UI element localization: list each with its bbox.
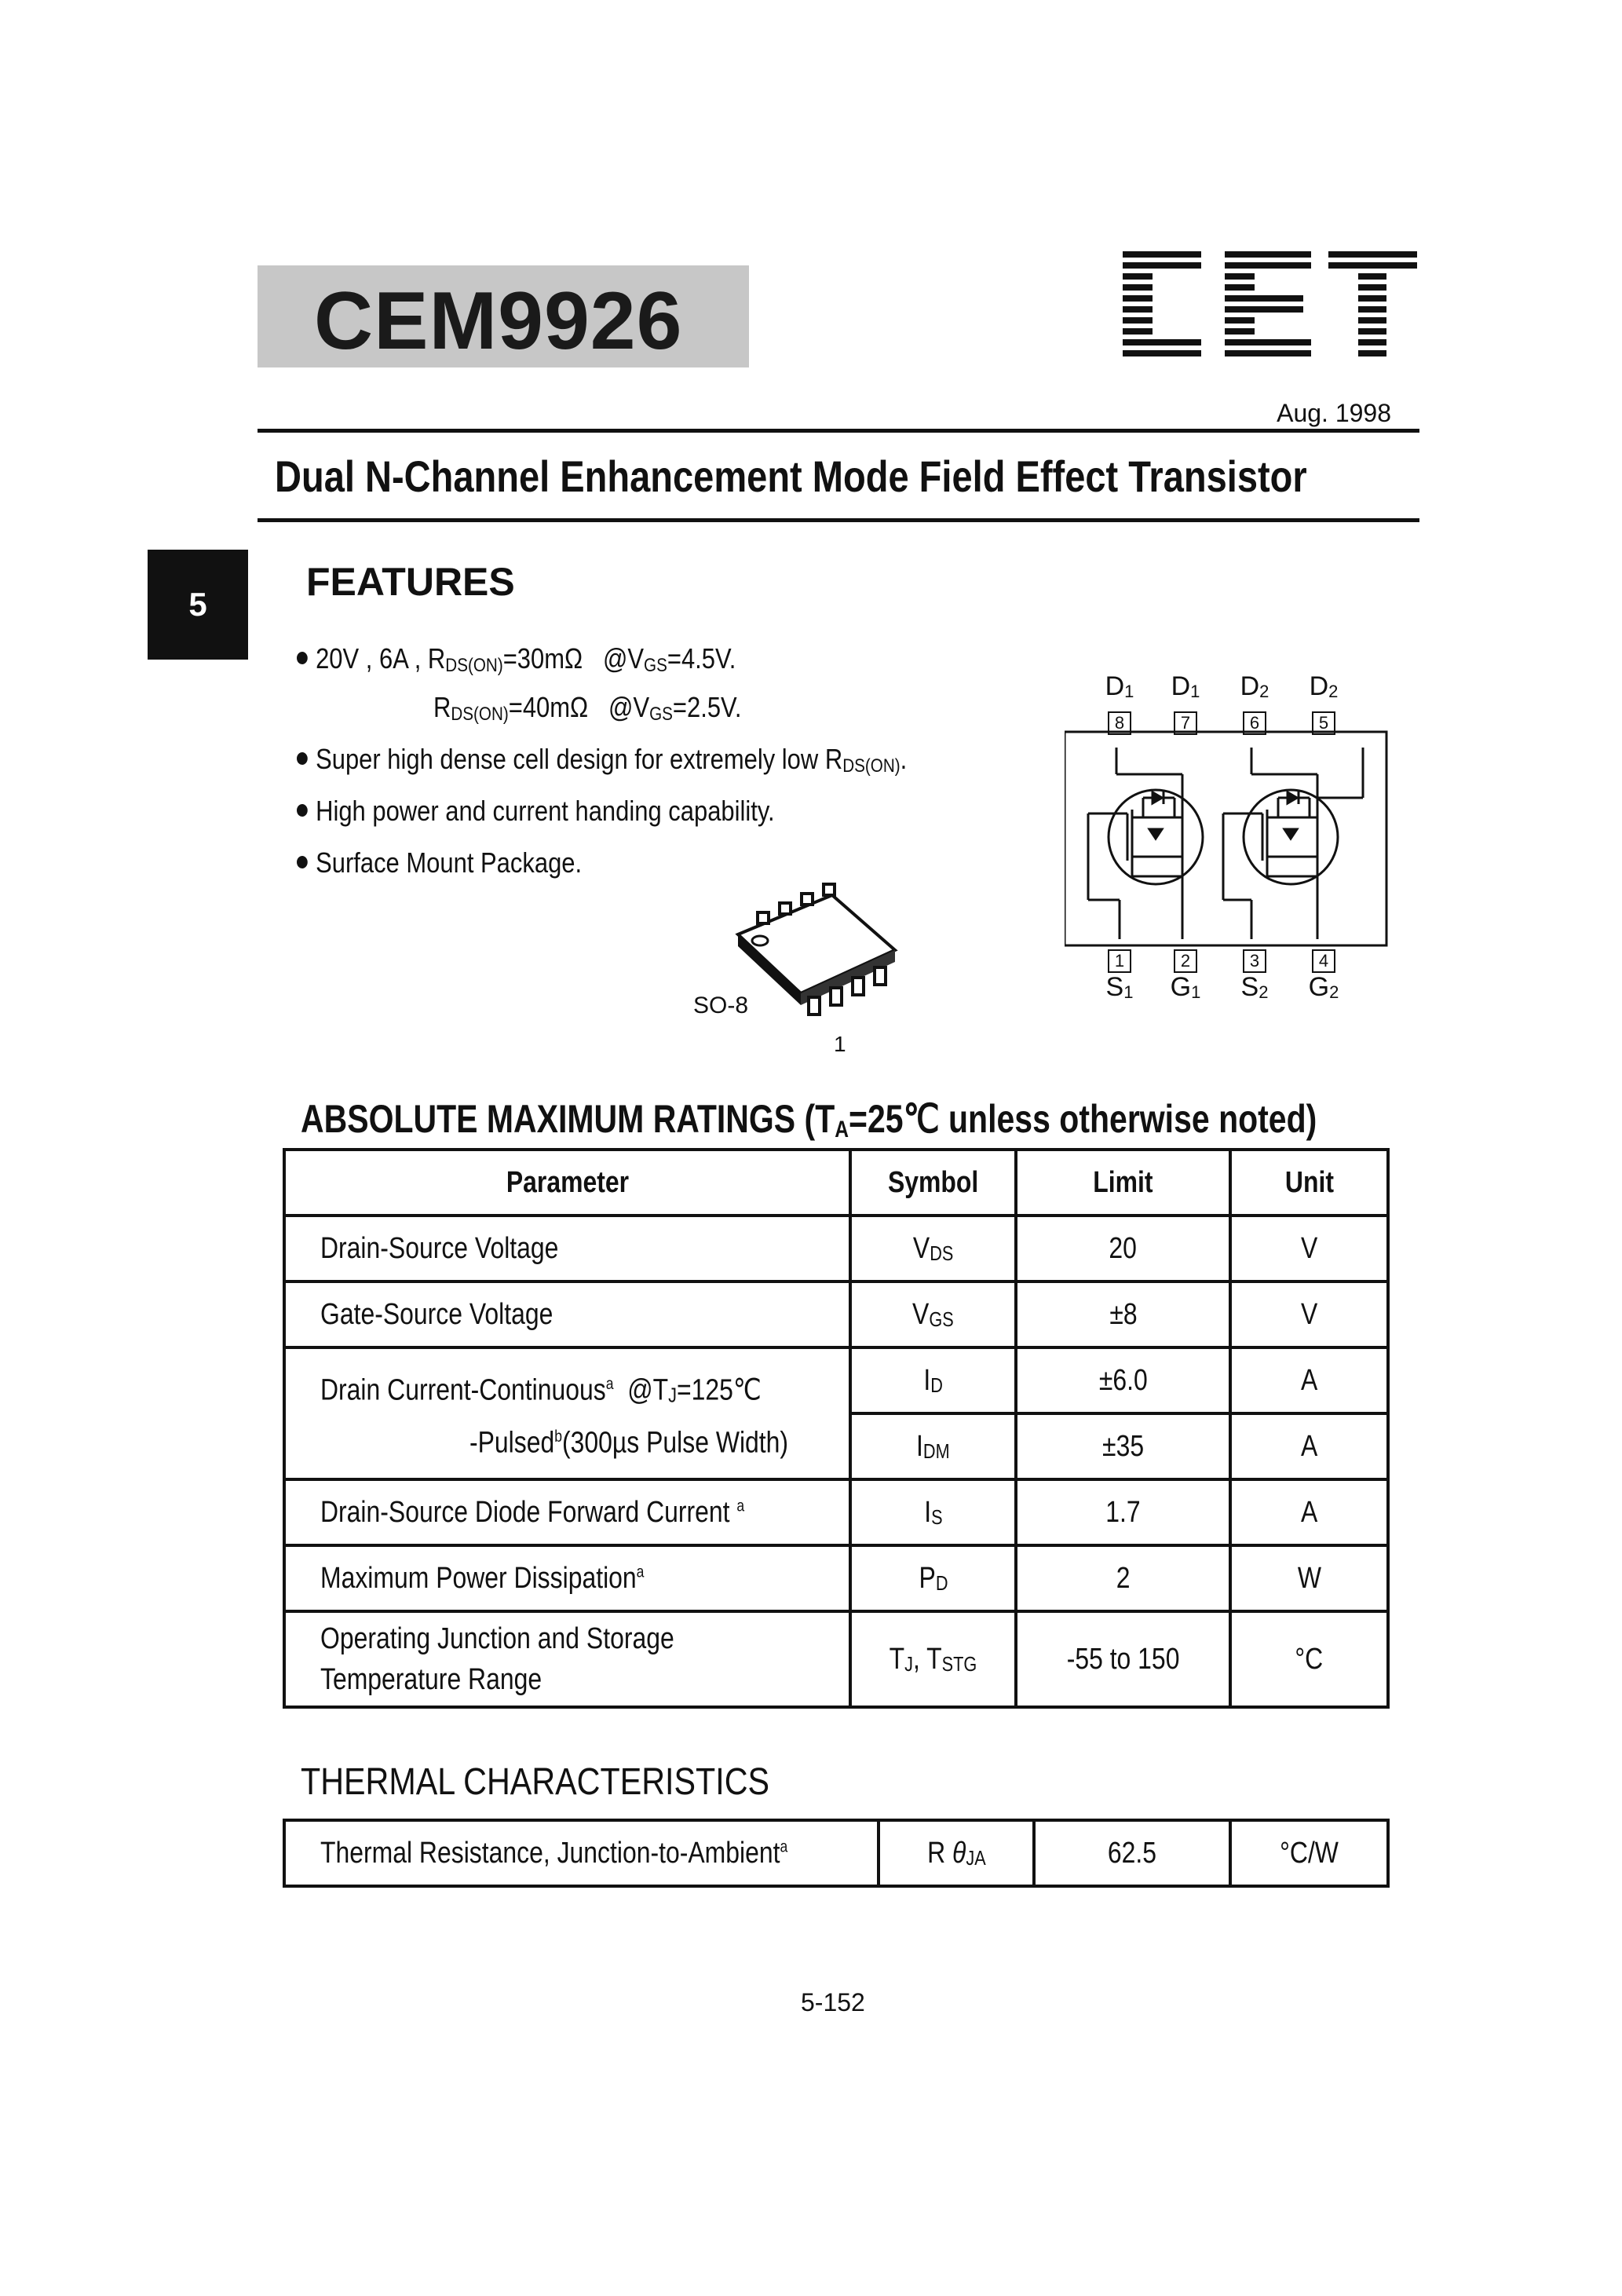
header-limit: Limit [1016, 1150, 1230, 1216]
features-heading: FEATURES [306, 560, 515, 604]
pin-label: $S_1$ [1105, 972, 1134, 1002]
bottom-pin [1162, 944, 1209, 1007]
thermal-heading: THERMAL CHARACTERISTICS [301, 1761, 770, 1803]
package-label: SO-8 [693, 993, 749, 1018]
pin-number: 8 [1108, 711, 1131, 735]
table-row: Drain Current-Continuous$^a$ $@T_J=125℃$ -Pulsed$^b$(300µs Pulse Width) $I_D$ ±6.0 A [284, 1347, 1388, 1413]
pin-label: $D_2$ [1240, 671, 1269, 701]
pin-number: 7 [1174, 711, 1197, 735]
pin-label: $D_1$ [1105, 671, 1134, 701]
feature-1-cont: $R_{DS(ON)}=40m\Omega$ $@V_{GS}=2.5V$. [433, 691, 742, 725]
pin-number: 5 [1312, 711, 1335, 735]
pin-label: $G_1$ [1170, 972, 1201, 1002]
feature-2: Super high dense cell design for extremely low $R_{DS(ON)}$. [297, 743, 907, 777]
top-pin [1300, 672, 1347, 735]
pin-label: $D_1$ [1171, 671, 1200, 701]
table-row: Operating Junction and Storage Temperature Range $T_J$, $T_{STG}$ -55 to 150 °C [284, 1611, 1388, 1707]
table-row: Gate-Source Voltage $V_{GS}$ ±8 V [284, 1281, 1388, 1347]
table-row: $I_{DM}$ ±35 A [284, 1413, 1388, 1479]
bullet-icon [297, 804, 308, 817]
table-row: Maximum Power Dissipation$^a$ $P_D$ 2 W [284, 1545, 1388, 1611]
thermal-table [283, 1819, 1390, 1888]
top-pin [1231, 672, 1278, 735]
table-header-row [284, 1150, 1388, 1216]
table-row: Drain-Source Diode Forward Current $^a$ $I_S$ 1.7 A [284, 1479, 1388, 1545]
date: Aug. 1998 [1277, 399, 1391, 427]
pin-number: 1 [1108, 949, 1131, 973]
header-parameter: Parameter [284, 1150, 850, 1216]
pin-number: 2 [1174, 949, 1197, 973]
bullet-icon [297, 752, 308, 765]
table-row: Drain-Source Voltage $V_{DS}$ 20 V [284, 1216, 1388, 1281]
pin-number: 6 [1243, 711, 1266, 735]
top-pin [1096, 672, 1143, 735]
package-pin1-label: 1 [834, 1032, 846, 1056]
bottom-pin [1096, 944, 1143, 1007]
bottom-pin [1231, 944, 1278, 1007]
pin-number: 4 [1312, 949, 1335, 973]
pin-label: $S_2$ [1240, 972, 1269, 1002]
header-symbol: Symbol [850, 1150, 1016, 1216]
header-unit: Unit [1230, 1150, 1388, 1216]
logo-text: CET [1115, 240, 1116, 241]
pin-label: $D_2$ [1309, 671, 1339, 701]
pin-label: $G_2$ [1308, 972, 1339, 1002]
top-rule [258, 429, 1419, 433]
ratings-heading: ABSOLUTE MAXIMUM RATINGS ($T_A=25℃$ unless otherwise noted) [301, 1097, 1317, 1143]
ratings-table [283, 1148, 1390, 1709]
section-tab: 5 [148, 550, 248, 660]
top-pin [1162, 672, 1209, 735]
subtitle: Dual N-Channel Enhancement Mode Field Effect Transistor [275, 452, 1307, 501]
table-row: Thermal Resistance, Junction-to-Ambient$^a$ R $\theta_{JA}$ 62.5 °C/W [284, 1820, 1388, 1886]
bullet-icon [297, 856, 308, 868]
subtitle-rule [258, 518, 1419, 522]
bottom-pin [1300, 944, 1347, 1007]
bullet-icon [297, 652, 308, 664]
page-number: 5-152 [801, 1988, 865, 2016]
feature-4: Surface Mount Package. [297, 846, 582, 879]
part-number: CEM9926 [314, 276, 683, 367]
feature-1: 20V , 6A , $R_{DS(ON)}=30m\Omega$ $@V_{GS}=4.5V$. [297, 642, 736, 677]
cet-logo [1115, 240, 1421, 366]
feature-3: High power and current handing capability. [297, 795, 775, 828]
pinout-schematic [1065, 672, 1394, 1018]
pin-number: 3 [1243, 949, 1266, 973]
